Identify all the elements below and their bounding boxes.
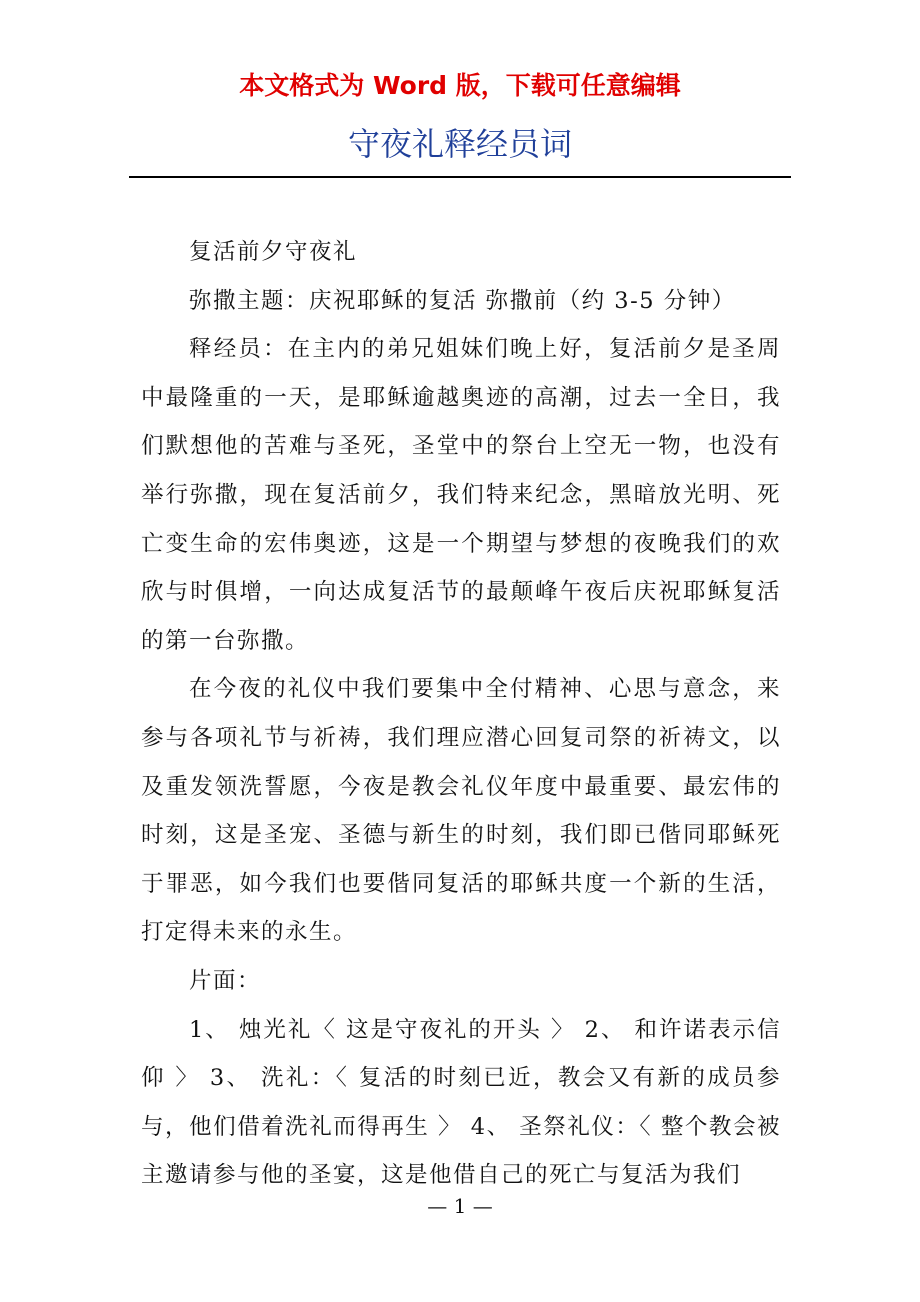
paragraph-mass-theme: 弥撒主题：庆祝耶稣的复活 弥撒前（约 3-5 分钟） xyxy=(189,287,736,314)
paragraph-liturgy: 在今夜的礼仪中我们要集中全付精神、心思与意念，来参与各项礼节与祈祷，我们理应潜心回复司祭的祈祷文，以及重发领洗誓愿，今夜是教会礼仪年度中最重要、最宏伟的时刻，这是圣宠、圣德与新生的时刻，我们即已偕同耶稣死于罪恶，如今我们也要偕同复活的耶稣共度一个新的生活，打定得未来的永生。 xyxy=(141,676,781,946)
page-number: — 1 — xyxy=(427,1194,493,1218)
paragraph-sections-label: 片面： xyxy=(189,967,262,994)
paragraph-intro: 释经员：在主内的弟兄姐妹们晚上好，复活前夕是圣周中最隆重的一天，是耶稣逾越奥迹的高潮，过去一全日，我们默想他的苦难与圣死，圣堂中的祭台上空无一物，也没有举行弥撒，现在复活前夕，我们特来纪念，黑暗放光明、死亡变生命的宏伟奥迹，这是一个期望与梦想的夜晚我们的欢欣与时俱增，一向达成复活节的最颠峰午夜后庆祝耶稣复活的第一台弥撒。 xyxy=(141,336,781,654)
document-body xyxy=(141,228,781,1200)
paragraph-sections-list: 1、 烛光礼〈 这是守夜礼的开头 〉 2、 和许诺表示信仰 〉 3、 洗礼：〈 复活的时刻已近，教会又有新的成员参与，他们借着洗礼而得再生 〉 4、 圣祭礼仪：〈 整个教会被主邀请参与他的圣宴，这是他借自己的死亡与复活为我们 xyxy=(141,1016,781,1189)
title-divider xyxy=(129,176,791,178)
document-title: 守夜礼释经员词 xyxy=(347,125,572,163)
paragraph-heading: 复活前夕守夜礼 xyxy=(189,239,358,265)
format-banner: 本文格式为 Word 版，下载可任意编辑 xyxy=(239,71,681,100)
